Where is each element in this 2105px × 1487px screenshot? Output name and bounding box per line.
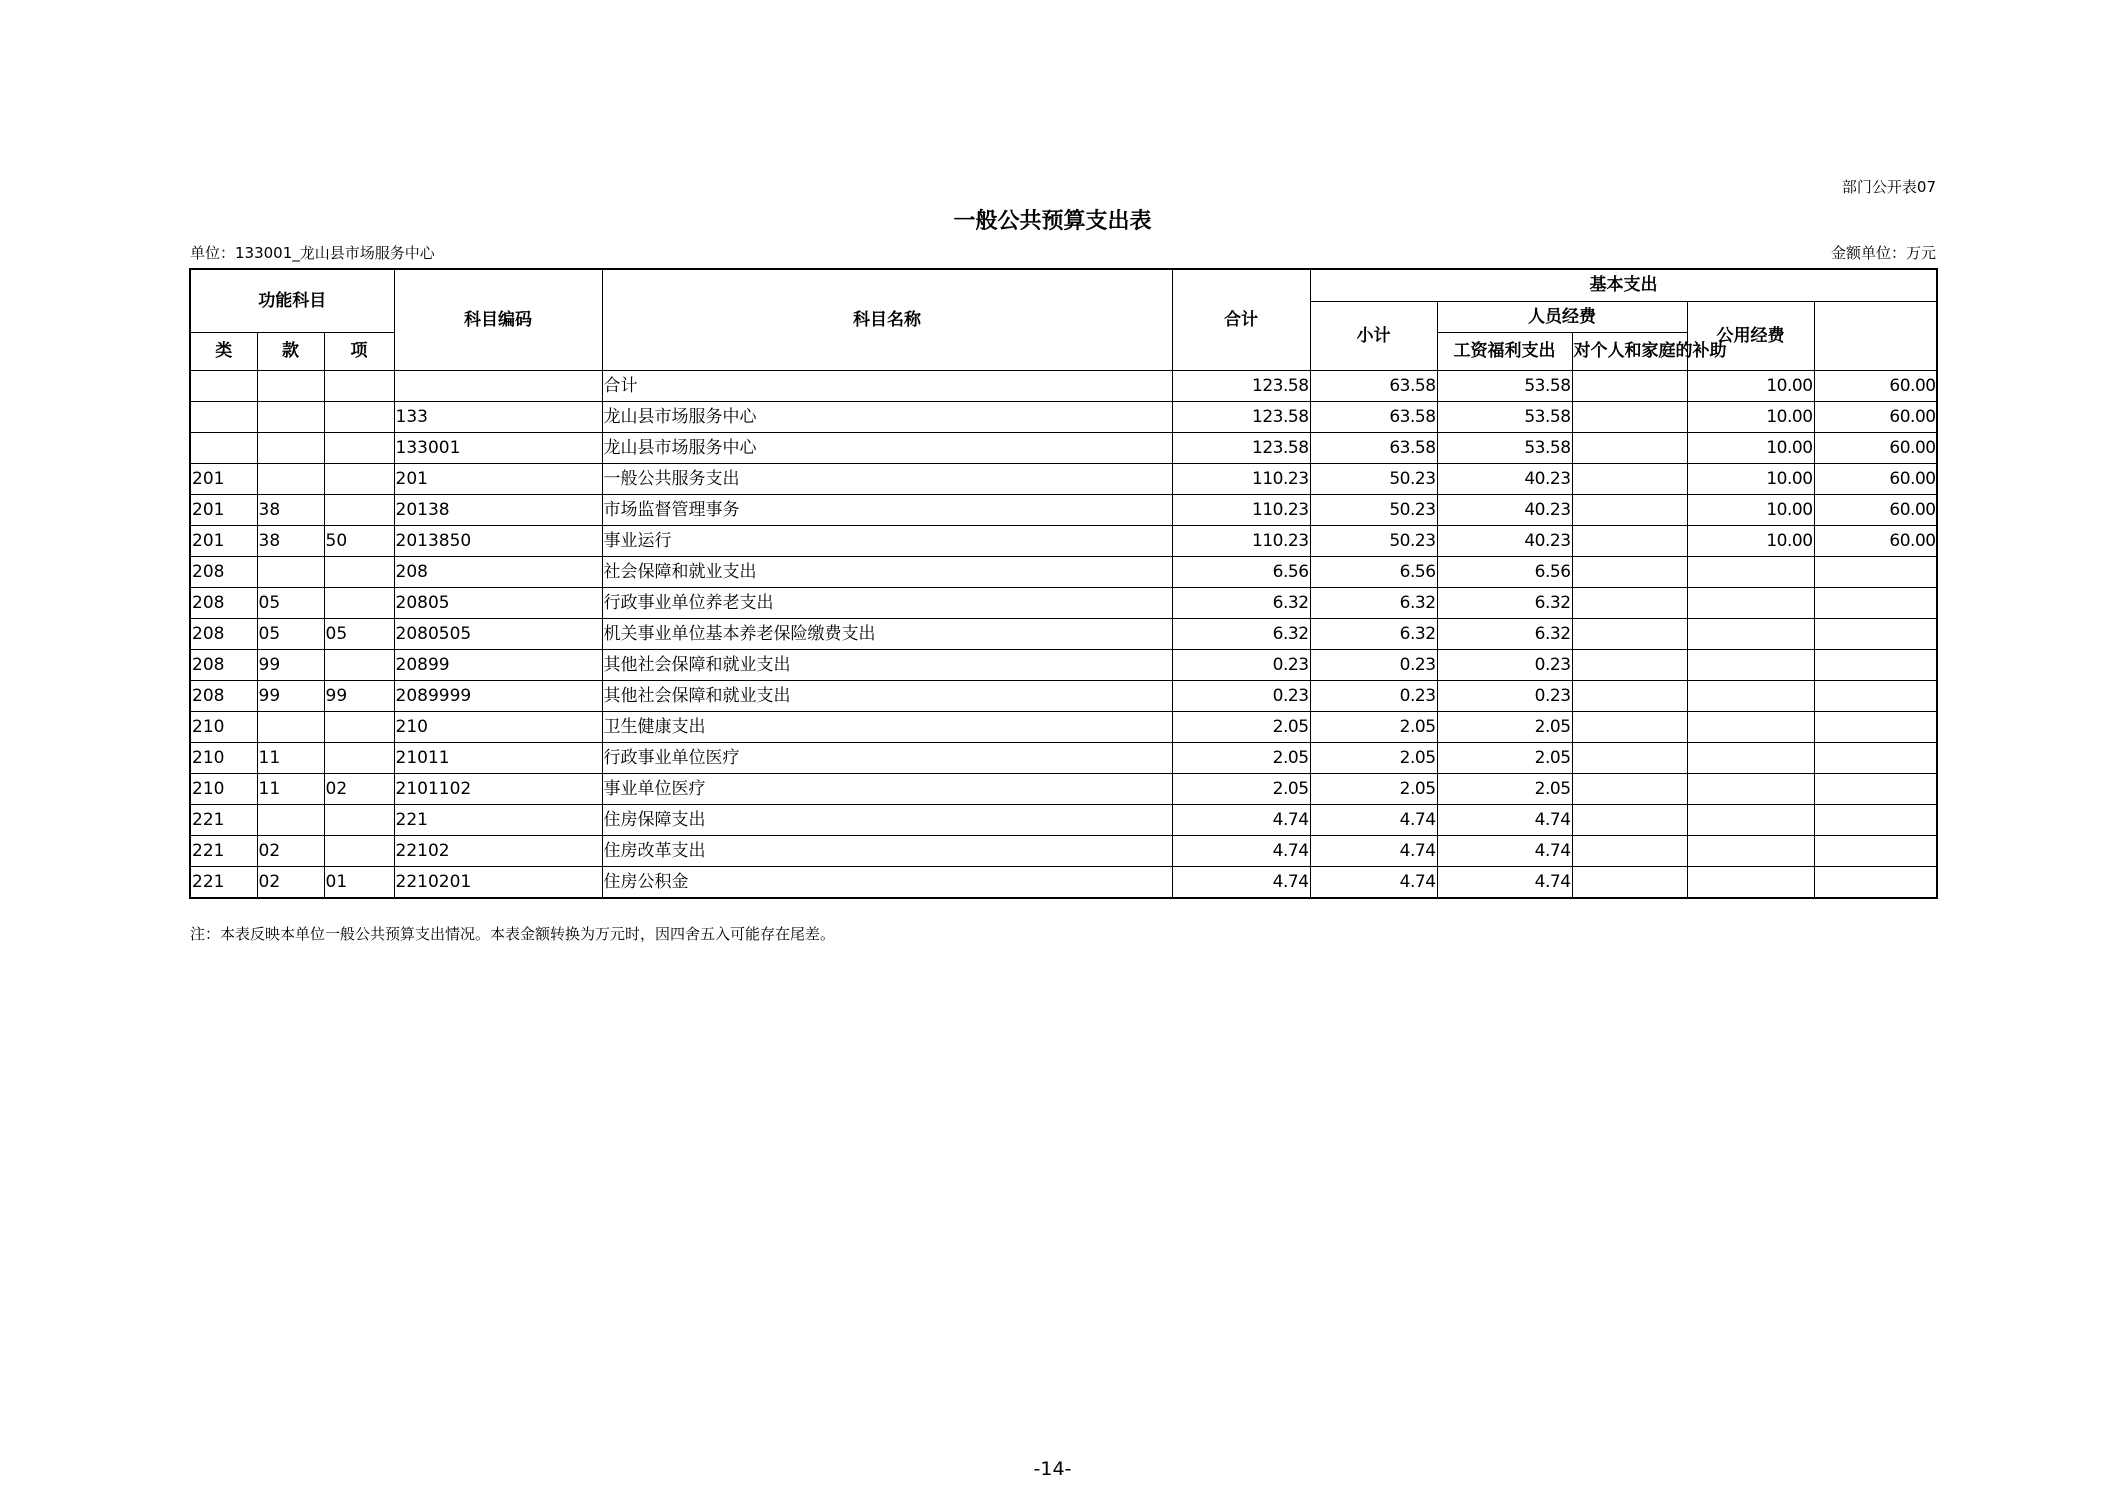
page-title: 一般公共预算支出表: [953, 209, 1152, 234]
cell-code: 133001: [394, 432, 602, 463]
cell-project: 60.00: [1814, 494, 1937, 525]
cell-code: 210: [394, 711, 602, 742]
cell-subtotal: 2.05: [1310, 773, 1437, 804]
cell-xiang: 50: [324, 525, 394, 556]
cell-lei: 201: [190, 525, 257, 556]
cell-total: 4.74: [1172, 804, 1310, 835]
header-lei: 类: [190, 332, 257, 370]
cell-lei: 208: [190, 618, 257, 649]
table-row: [190, 432, 1937, 463]
cell-salary: 4.74: [1437, 866, 1572, 898]
cell-name: 龙山县市场服务中心: [602, 432, 1172, 463]
cell-project: [1814, 773, 1937, 804]
header-public: 公用经费: [1687, 301, 1814, 370]
cell-name: 其他社会保障和就业支出: [602, 680, 1172, 711]
cell-salary: 4.74: [1437, 835, 1572, 866]
table-row: [190, 556, 1937, 587]
cell-public: [1687, 742, 1814, 773]
cell-subtotal: 50.23: [1310, 525, 1437, 556]
table-row: [190, 680, 1937, 711]
cell-project: [1814, 556, 1937, 587]
cell-subtotal: 2.05: [1310, 711, 1437, 742]
cell-salary: 6.32: [1437, 618, 1572, 649]
table-row: [190, 649, 1937, 680]
cell-public: [1687, 680, 1814, 711]
cell-project: [1814, 835, 1937, 866]
cell-subtotal: 6.32: [1310, 587, 1437, 618]
cell-subsidy: [1572, 432, 1687, 463]
header-xiang: 项: [324, 332, 394, 370]
cell-salary: 40.23: [1437, 525, 1572, 556]
cell-code: 2080505: [394, 618, 602, 649]
cell-subsidy: [1572, 680, 1687, 711]
cell-subsidy: [1572, 742, 1687, 773]
table-row: [190, 618, 1937, 649]
footnote: 注：本表反映本单位一般公共预算支出情况。本表金额转换为万元时，因四舍五入可能存在尾差。: [190, 925, 836, 943]
header-salary: 工资福利支出: [1437, 332, 1572, 370]
table-row: [190, 711, 1937, 742]
cell-total: 0.23: [1172, 649, 1310, 680]
cell-public: 10.00: [1687, 401, 1814, 432]
table-row: [190, 525, 1937, 556]
cell-salary: 53.58: [1437, 401, 1572, 432]
header-code: 科目编码: [394, 269, 602, 370]
cell-subtotal: 4.74: [1310, 835, 1437, 866]
cell-lei: 210: [190, 742, 257, 773]
table-row: [190, 866, 1937, 898]
cell-name: 住房改革支出: [602, 835, 1172, 866]
header-name: 科目名称: [602, 269, 1172, 370]
cell-code: 208: [394, 556, 602, 587]
cell-subtotal: 0.23: [1310, 649, 1437, 680]
cell-lei: 201: [190, 494, 257, 525]
cell-subsidy: [1572, 773, 1687, 804]
cell-code: 201: [394, 463, 602, 494]
header-subsidy: 对个人和家庭的补助: [1572, 332, 1687, 370]
table-row: [190, 494, 1937, 525]
cell-code: 2013850: [394, 525, 602, 556]
cell-project: 60.00: [1814, 432, 1937, 463]
cell-public: 10.00: [1687, 494, 1814, 525]
cell-kuan: [257, 401, 324, 432]
cell-code: 20138: [394, 494, 602, 525]
cell-subtotal: 50.23: [1310, 463, 1437, 494]
cell-lei: [190, 432, 257, 463]
table-row: [190, 835, 1937, 866]
cell-kuan: [257, 463, 324, 494]
cell-xiang: [324, 556, 394, 587]
cell-public: [1687, 866, 1814, 898]
cell-kuan: 05: [257, 618, 324, 649]
cell-project: 60.00: [1814, 370, 1937, 401]
cell-kuan: 02: [257, 866, 324, 898]
cell-project: [1814, 804, 1937, 835]
cell-total: 2.05: [1172, 742, 1310, 773]
cell-name: 市场监督管理事务: [602, 494, 1172, 525]
cell-subsidy: [1572, 711, 1687, 742]
cell-code: 20805: [394, 587, 602, 618]
cell-total: 4.74: [1172, 835, 1310, 866]
cell-salary: 2.05: [1437, 711, 1572, 742]
cell-total: 110.23: [1172, 463, 1310, 494]
amount-unit: 金额单位：万元: [1830, 244, 1936, 262]
cell-project: [1814, 587, 1937, 618]
cell-total: 6.32: [1172, 587, 1310, 618]
cell-public: [1687, 835, 1814, 866]
cell-public: 10.00: [1687, 432, 1814, 463]
cell-lei: 208: [190, 556, 257, 587]
cell-name: 事业运行: [602, 525, 1172, 556]
cell-kuan: 05: [257, 587, 324, 618]
cell-subsidy: [1572, 649, 1687, 680]
cell-total: 110.23: [1172, 494, 1310, 525]
cell-xiang: [324, 742, 394, 773]
cell-public: [1687, 804, 1814, 835]
cell-kuan: [257, 370, 324, 401]
cell-subsidy: [1572, 618, 1687, 649]
cell-xiang: [324, 401, 394, 432]
cell-name: 龙山县市场服务中心: [602, 401, 1172, 432]
cell-kuan: [257, 432, 324, 463]
cell-project: [1814, 649, 1937, 680]
cell-lei: 208: [190, 680, 257, 711]
cell-xiang: 05: [324, 618, 394, 649]
cell-code: 2089999: [394, 680, 602, 711]
cell-salary: 4.74: [1437, 804, 1572, 835]
cell-name: 事业单位医疗: [602, 773, 1172, 804]
cell-subtotal: 63.58: [1310, 401, 1437, 432]
cell-total: 2.05: [1172, 773, 1310, 804]
table-body: [190, 370, 1937, 898]
header-subtotal: 小计: [1310, 301, 1437, 370]
cell-xiang: 01: [324, 866, 394, 898]
cell-total: 123.58: [1172, 432, 1310, 463]
table-row: [190, 587, 1937, 618]
cell-lei: 201: [190, 463, 257, 494]
cell-subtotal: 0.23: [1310, 680, 1437, 711]
cell-code: 22102: [394, 835, 602, 866]
page-number: -14-: [1033, 1458, 1072, 1480]
cell-salary: 53.58: [1437, 370, 1572, 401]
cell-code: 221: [394, 804, 602, 835]
cell-kuan: [257, 711, 324, 742]
cell-total: 2.05: [1172, 711, 1310, 742]
cell-project: 60.00: [1814, 525, 1937, 556]
cell-xiang: [324, 494, 394, 525]
cell-xiang: [324, 649, 394, 680]
cell-subsidy: [1572, 804, 1687, 835]
cell-xiang: [324, 463, 394, 494]
cell-lei: 210: [190, 711, 257, 742]
table-header: [190, 269, 1937, 370]
cell-kuan: 99: [257, 680, 324, 711]
cell-code: 2101102: [394, 773, 602, 804]
cell-name: 社会保障和就业支出: [602, 556, 1172, 587]
cell-salary: 53.58: [1437, 432, 1572, 463]
cell-subsidy: [1572, 401, 1687, 432]
cell-salary: 2.05: [1437, 742, 1572, 773]
cell-subtotal: 63.58: [1310, 432, 1437, 463]
budget-expenditure-table: [189, 268, 1938, 899]
cell-name: 住房公积金: [602, 866, 1172, 898]
cell-xiang: [324, 587, 394, 618]
table-row: [190, 463, 1937, 494]
cell-public: 10.00: [1687, 370, 1814, 401]
cell-total: 123.58: [1172, 401, 1310, 432]
cell-code: 20899: [394, 649, 602, 680]
cell-public: [1687, 587, 1814, 618]
reporting-unit: 单位：133001_龙山县市场服务中心: [190, 244, 435, 262]
cell-subtotal: 6.56: [1310, 556, 1437, 587]
cell-lei: [190, 370, 257, 401]
cell-xiang: 02: [324, 773, 394, 804]
cell-total: 0.23: [1172, 680, 1310, 711]
cell-salary: 6.32: [1437, 587, 1572, 618]
cell-name: 住房保障支出: [602, 804, 1172, 835]
table-row: [190, 773, 1937, 804]
cell-kuan: [257, 804, 324, 835]
cell-total: 6.56: [1172, 556, 1310, 587]
cell-lei: 210: [190, 773, 257, 804]
cell-code: 2210201: [394, 866, 602, 898]
form-code: 部门公开表07: [1841, 178, 1936, 196]
cell-name: 一般公共服务支出: [602, 463, 1172, 494]
cell-subtotal: 50.23: [1310, 494, 1437, 525]
cell-xiang: [324, 835, 394, 866]
cell-salary: 6.56: [1437, 556, 1572, 587]
table-row: [190, 401, 1937, 432]
cell-lei: 221: [190, 866, 257, 898]
cell-name: 行政事业单位养老支出: [602, 587, 1172, 618]
cell-project: [1814, 618, 1937, 649]
cell-subsidy: [1572, 587, 1687, 618]
cell-name: 其他社会保障和就业支出: [602, 649, 1172, 680]
cell-subsidy: [1572, 525, 1687, 556]
cell-code: 133: [394, 401, 602, 432]
cell-subsidy: [1572, 463, 1687, 494]
cell-public: [1687, 618, 1814, 649]
cell-subsidy: [1572, 556, 1687, 587]
cell-lei: [190, 401, 257, 432]
cell-subsidy: [1572, 866, 1687, 898]
header-total: 合计: [1172, 269, 1310, 370]
cell-lei: 208: [190, 587, 257, 618]
cell-public: [1687, 773, 1814, 804]
cell-subtotal: 2.05: [1310, 742, 1437, 773]
cell-subtotal: 4.74: [1310, 866, 1437, 898]
cell-kuan: 11: [257, 773, 324, 804]
cell-name: 卫生健康支出: [602, 711, 1172, 742]
cell-salary: 0.23: [1437, 649, 1572, 680]
cell-total: 4.74: [1172, 866, 1310, 898]
cell-subsidy: [1572, 835, 1687, 866]
cell-public: [1687, 711, 1814, 742]
cell-salary: 0.23: [1437, 680, 1572, 711]
cell-subtotal: 6.32: [1310, 618, 1437, 649]
cell-code: [394, 370, 602, 401]
cell-public: 10.00: [1687, 463, 1814, 494]
cell-kuan: 02: [257, 835, 324, 866]
cell-lei: 208: [190, 649, 257, 680]
header-func: 功能科目: [190, 269, 394, 332]
cell-project: [1814, 711, 1937, 742]
cell-kuan: 99: [257, 649, 324, 680]
cell-project: [1814, 742, 1937, 773]
cell-name: 合计: [602, 370, 1172, 401]
cell-salary: 40.23: [1437, 463, 1572, 494]
cell-project: 60.00: [1814, 401, 1937, 432]
cell-public: [1687, 649, 1814, 680]
cell-xiang: [324, 370, 394, 401]
cell-project: 60.00: [1814, 463, 1937, 494]
cell-kuan: [257, 556, 324, 587]
cell-salary: 40.23: [1437, 494, 1572, 525]
cell-xiang: [324, 804, 394, 835]
cell-xiang: [324, 432, 394, 463]
cell-total: 123.58: [1172, 370, 1310, 401]
cell-code: 21011: [394, 742, 602, 773]
table-row: [190, 370, 1937, 401]
cell-public: 10.00: [1687, 525, 1814, 556]
cell-total: 6.32: [1172, 618, 1310, 649]
cell-public: [1687, 556, 1814, 587]
cell-lei: 221: [190, 804, 257, 835]
header-basic: 基本支出: [1310, 269, 1937, 301]
cell-xiang: [324, 711, 394, 742]
header-kuan: 款: [257, 332, 324, 370]
cell-project: [1814, 866, 1937, 898]
cell-subtotal: 63.58: [1310, 370, 1437, 401]
cell-subtotal: 4.74: [1310, 804, 1437, 835]
cell-lei: 221: [190, 835, 257, 866]
cell-kuan: 11: [257, 742, 324, 773]
table-row: [190, 742, 1937, 773]
header-personnel: 人员经费: [1437, 301, 1687, 332]
table-row: [190, 804, 1937, 835]
cell-project: [1814, 680, 1937, 711]
cell-kuan: 38: [257, 525, 324, 556]
cell-subsidy: [1572, 370, 1687, 401]
cell-subsidy: [1572, 494, 1687, 525]
cell-name: 行政事业单位医疗: [602, 742, 1172, 773]
cell-kuan: 38: [257, 494, 324, 525]
cell-total: 110.23: [1172, 525, 1310, 556]
cell-salary: 2.05: [1437, 773, 1572, 804]
cell-xiang: 99: [324, 680, 394, 711]
cell-name: 机关事业单位基本养老保险缴费支出: [602, 618, 1172, 649]
